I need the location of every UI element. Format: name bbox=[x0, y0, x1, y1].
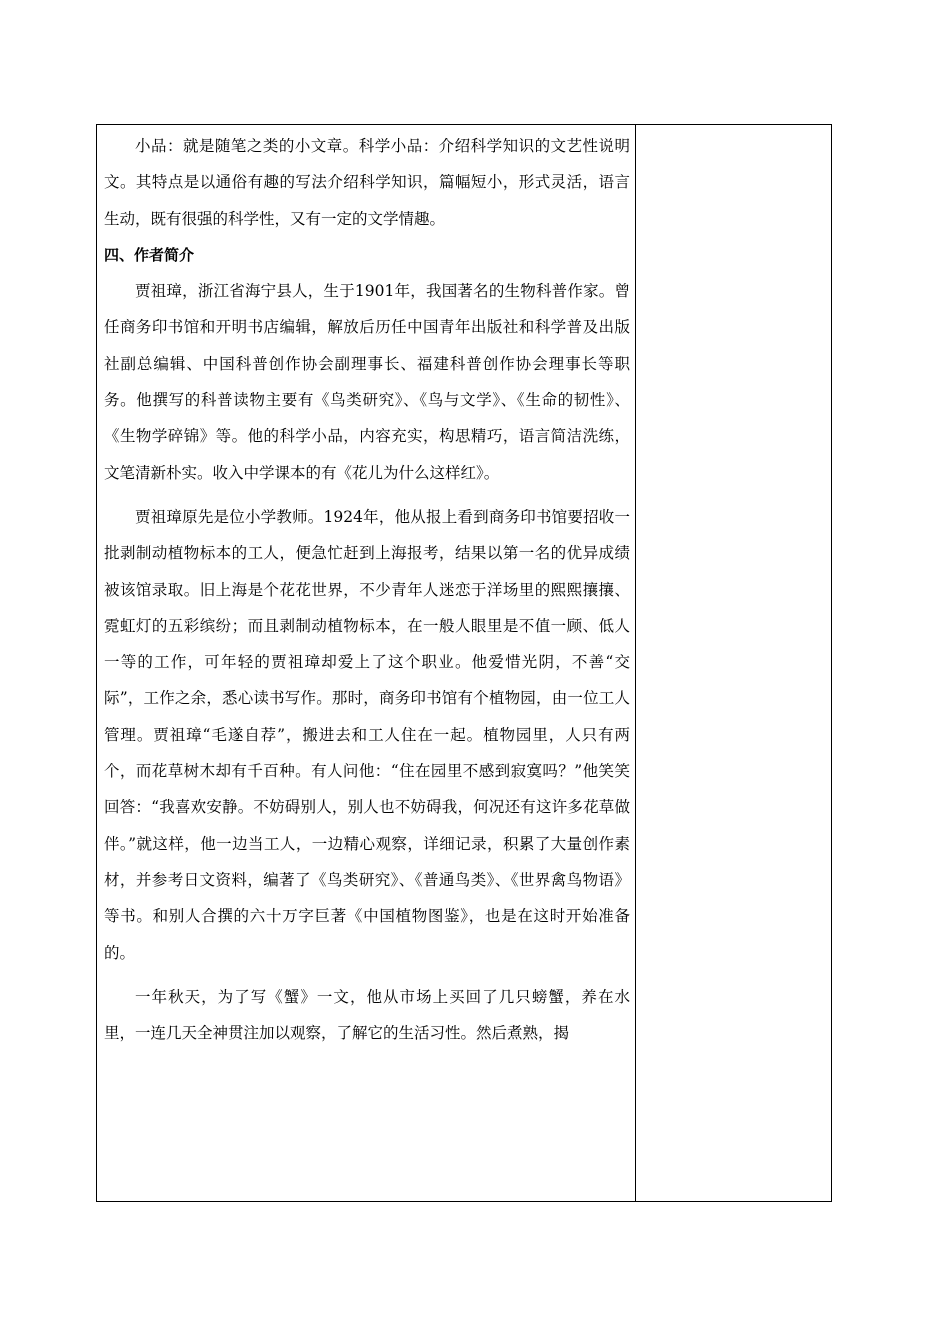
paragraph-story: 贾祖璋原先是位小学教师。1924年，他从报上看到商务印书馆要招收一批剥制动植物标本的工人，便急忙赶到上海报考，结果以第一名的优异成绩被该馆录取。旧上海是个花花世界，不少青年人迷恋于洋场里的熙熙攘攘、霓虹灯的五彩缤纷；而且剥制动植物标本，在一般人眼里是不值一顾、低人一等的工作，可年轻的贾祖璋却爱上了这个职业。他爱惜光阴，不善“交际”，工作之余，悉心读书写作。那时，商务印书馆有个植物园，由一位工人管理。贾祖璋“毛遂自荐”，搬进去和工人住在一起。植物园里，人只有两个，而花草树木却有千百种。有人问他：“住在园里不感到寂寞吗？”他笑笑回答：“我喜欢安静。不妨碍别人，别人也不妨碍我，何况还有这许多花草做伴。”就这样，他一边当工人，一边精心观察，详细记录，积累了大量创作素材，并参考日文资料，编著了《鸟类研究》、《普通鸟类》、《世界禽鸟物语》等书。和别人合撰的六十万字巨著《中国植物图鉴》，也是在这时开始准备的。 bbox=[104, 507, 630, 962]
column-divider bbox=[635, 124, 636, 1202]
section-heading: 四、作者简介 bbox=[104, 245, 195, 264]
paragraph-author: 贾祖璋，浙江省海宁县人，生于1901年，我国著名的生物科普作家。曾任商务印书馆和开明书店编辑，解放后历任中国青年出版社和科学普及出版社副总编辑、中国科普创作协会副理事长、福建科普创作协会理事长等职务。他撰写的科普读物主要有《鸟类研究》、《鸟与文学》、《生命的韧性》、《生物学碎锦》等。他的科学小品，内容充实，构思精巧，语言简洁洗练，文笔清新朴实。收入中学课本的有《花儿为什么这样红》。 bbox=[104, 282, 630, 482]
notes-cell bbox=[637, 126, 830, 1200]
main-text-cell bbox=[104, 128, 630, 1051]
paragraph-crab: 一年秋天，为了写《蟹》一文，他从市场上买回了几只螃蟹，养在水里，一连几天全神贯注加以观察，了解它的生活习性。然后煮熟，揭 bbox=[104, 987, 630, 1043]
paragraph-intro: 小品：就是随笔之类的小文章。科学小品：介绍科学知识的文艺性说明文。其特点是以通俗有趣的写法介绍科学知识，篇幅短小，形式灵活，语言生动，既有很强的科学性，又有一定的文学情趣。 bbox=[104, 137, 630, 228]
